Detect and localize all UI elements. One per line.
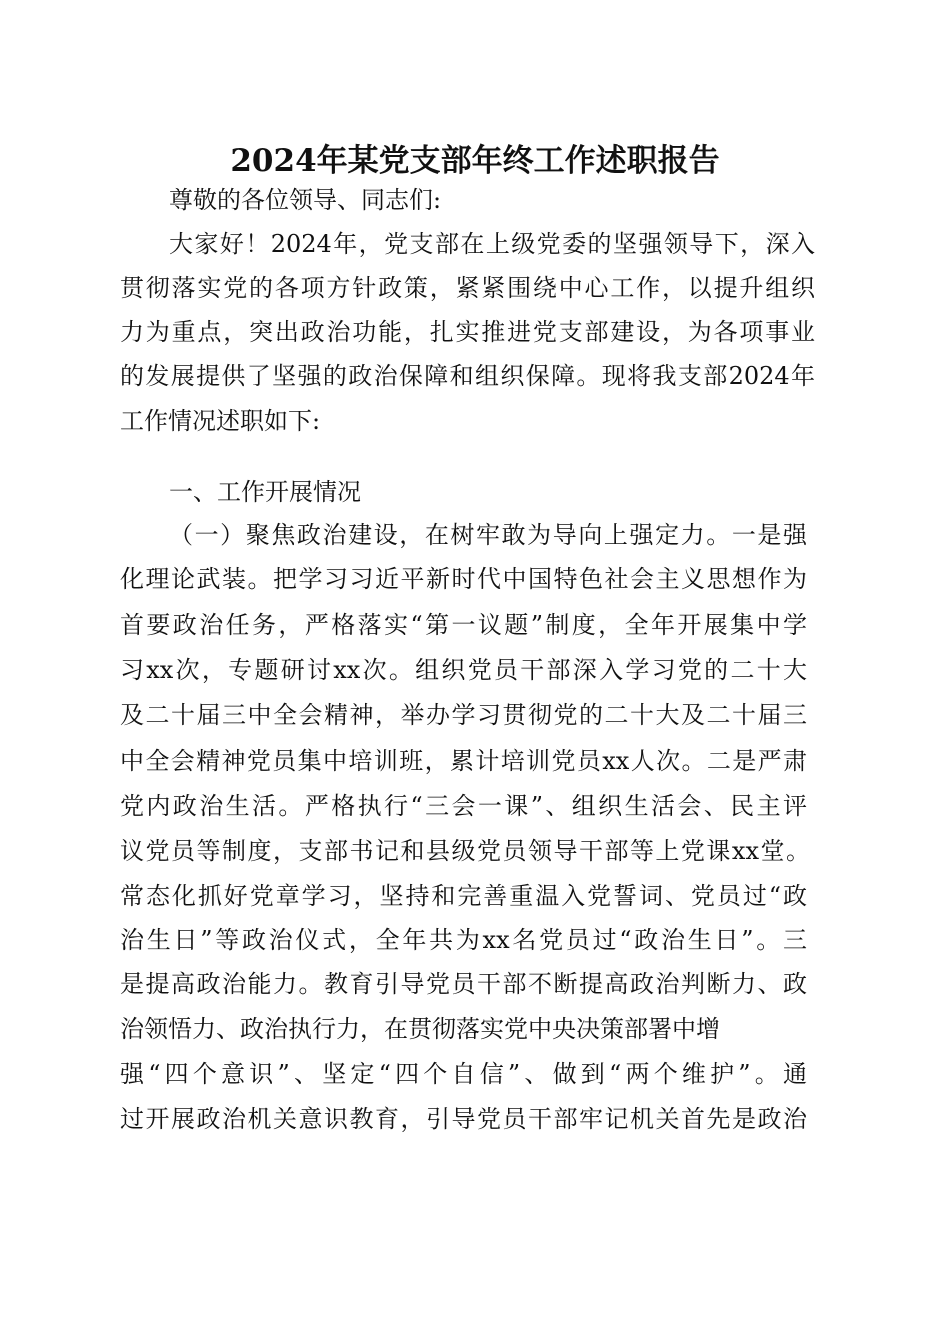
paragraph-line: 是提高政治能力。教育引导党员干部不断提高政治判断力、政 [120, 970, 807, 998]
paragraph-line: 化理论武装。把学习习近平新时代中国特色社会主义思想作为 [120, 565, 807, 593]
paragraph-line: 贯彻落实党的各项方针政策，紧紧围绕中心工作，以提升组织 [120, 274, 815, 302]
paragraph-line: 中全会精神党员集中培训班，累计培训党员xx人次。二是严肃 [120, 747, 807, 775]
salutation: 尊敬的各位领导、同志们: [169, 186, 442, 214]
paragraph-line: 议党员等制度，支部书记和县级党员领导干部等上党课xx堂。 [120, 837, 810, 865]
paragraph-line: （一）聚焦政治建设，在树牢敢为导向上强定力。一是强 [169, 521, 807, 549]
paragraph-line: 强“四个意识”、坚定“四个自信”、做到“两个维护”。通 [120, 1060, 807, 1088]
paragraph-line: 的发展提供了坚强的政治保障和组织保障。现将我支部2024年 [120, 362, 815, 390]
paragraph-line: 治领悟力、政治执行力，在贯彻落实党中央决策部署中增 [120, 1015, 720, 1043]
paragraph-line: 及二十届三中全会精神，举办学习贯彻党的二十大及二十届三 [120, 701, 807, 729]
section-heading: 一、工作开展情况 [169, 478, 361, 506]
document-title: 2024年某党支部年终工作述职报告 [230, 143, 720, 179]
paragraph-line: 治生日”等政治仪式，全年共为xx名党员过“政治生日”。三 [120, 926, 807, 954]
paragraph-line: 工作情况述职如下: [120, 407, 321, 435]
paragraph-line: 首要政治任务，严格落实“第一议题”制度，全年开展集中学 [120, 611, 807, 639]
paragraph-line: 习xx次，专题研讨xx次。组织党员干部深入学习党的二十大 [120, 656, 807, 684]
paragraph-line: 常态化抓好党章学习，坚持和完善重温入党誓词、党员过“政 [120, 882, 807, 910]
paragraph-line: 过开展政治机关意识教育，引导党员干部牢记机关首先是政治 [120, 1105, 807, 1133]
paragraph-line: 大家好！2024年，党支部在上级党委的坚强领导下，深入 [169, 230, 815, 258]
paragraph-line: 力为重点，突出政治功能，扎实推进党支部建设，为各项事业 [120, 318, 815, 346]
paragraph-line: 党内政治生活。严格执行“三会一课”、组织生活会、民主评 [120, 792, 807, 820]
